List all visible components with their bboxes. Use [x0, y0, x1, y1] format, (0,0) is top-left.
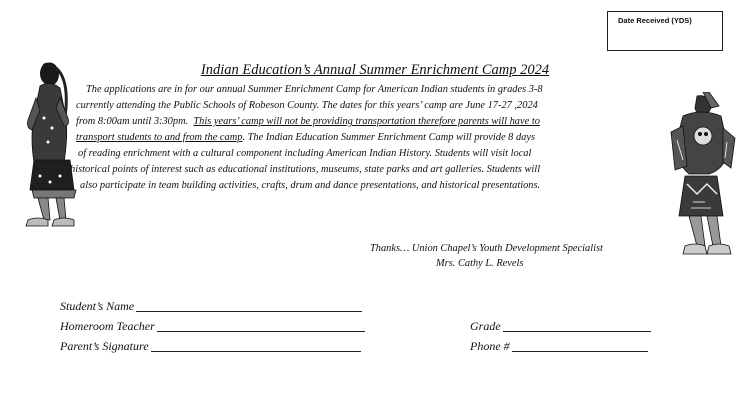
body-line-7: also participate in team building activities, crafts, drum and dance presentations, and historical presentations. [80, 180, 541, 191]
body-line-5: of reading enrichment with a cultural component including American Indian History. Students will visit local [78, 148, 532, 159]
left-figure-illustration [14, 58, 78, 230]
homeroom-teacher-line[interactable] [157, 330, 365, 332]
grade-field[interactable] [470, 319, 651, 334]
body-line-4 [76, 132, 535, 144]
body-line-2: currently attending the Public Schools of Robeson County. The dates for this years’ camp are June 17-27 ,2024 [76, 100, 538, 111]
signoff-line-1: Thanks… Union Chapel’s Youth Development Specialist [370, 243, 603, 254]
parent-signature-field[interactable] [60, 339, 361, 354]
phone-field[interactable] [470, 339, 648, 354]
transportation-notice-cont: transport students to and from the camp [76, 132, 243, 143]
transportation-notice: This years’ camp will not be providing transportation therefore parents will have to [193, 116, 540, 127]
grade-line[interactable] [503, 330, 651, 332]
phone-line[interactable] [512, 350, 648, 352]
right-figure-illustration [663, 92, 739, 264]
student-name-line[interactable] [136, 310, 362, 312]
student-name-label: Student’s Name [60, 299, 135, 313]
signoff-line-2: Mrs. Cathy L. Revels [436, 258, 524, 269]
homeroom-teacher-field[interactable] [60, 319, 365, 334]
student-name-field[interactable] [60, 299, 362, 314]
right-figure-drawing [671, 92, 735, 254]
body-line-6: historical points of interest such as educational institutions, museums, state parks and art galleries. Students will [70, 164, 541, 175]
parent-signature-label: Parent’s Signature [60, 339, 149, 353]
homeroom-teacher-label: Homeroom Teacher [60, 319, 155, 333]
phone-label: Phone # [470, 339, 510, 353]
grade-label: Grade [470, 319, 501, 333]
date-received-box[interactable] [607, 11, 723, 51]
body-line-3-text: from 8:00am until 3:30pm. [76, 116, 194, 127]
body-line-3 [76, 116, 540, 128]
parent-signature-line[interactable] [151, 350, 361, 352]
body-line-4-text: . The Indian Education Summer Enrichment Camp will provide 8 days [242, 132, 535, 143]
left-figure-drawing [26, 63, 76, 226]
flyer-title: Indian Education’s Annual Summer Enrichment Camp 2024 [200, 62, 550, 78]
body-line-1: The applications are in for our annual Summer Enrichment Camp for American Indian students in grades 3-8 [86, 84, 543, 95]
date-received-label: Date Received (YDS) [618, 16, 692, 25]
